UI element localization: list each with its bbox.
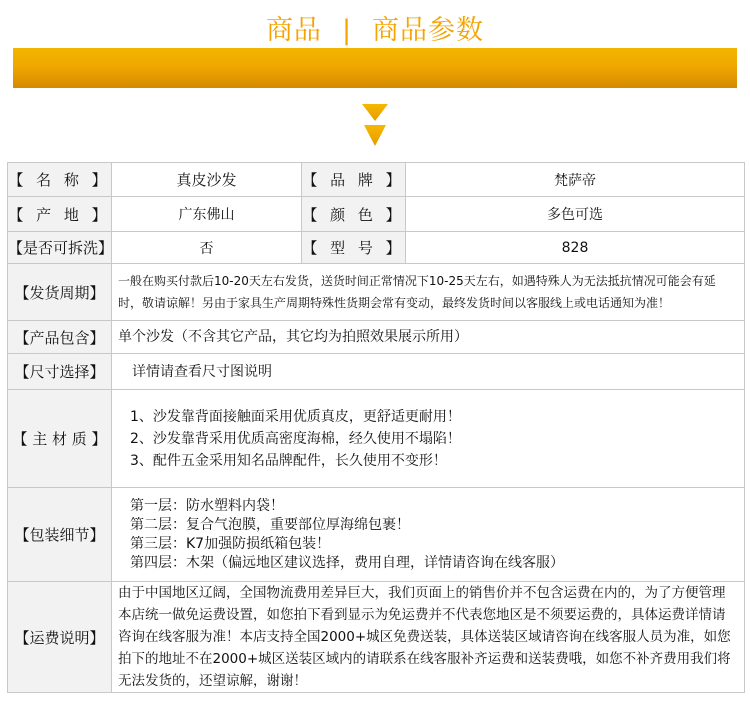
table-row	[8, 488, 745, 582]
table-row	[8, 354, 745, 390]
shipping-label: 【运费说明】	[8, 582, 112, 693]
includes-label: 【产品包含】	[8, 321, 112, 354]
title-left: 商品	[265, 15, 322, 46]
color-value: 多色可选	[406, 197, 745, 232]
list-item: 第三层：K7加强防损纸箱包装！	[130, 535, 331, 552]
includes-text: 单个沙发（不含其它产品，其它均为拍照效果展示所用）	[118, 329, 468, 345]
section-header	[0, 0, 750, 52]
section-title	[0, 8, 750, 47]
list-item: 第二层：复合气泡膜，重要部位厚海绵包裹！	[130, 516, 410, 533]
color-label: 【 颜 色 】	[302, 197, 406, 232]
model-label: 【 型 号 】	[302, 232, 406, 264]
list-item: 3、配件五金采用知名品牌配件，长久使用不变形！	[130, 452, 447, 469]
double-chevron-down-icon	[362, 104, 388, 150]
delivery-text: 一般在购买付款后10-20天左右发货，送货时间正常情况下10-25天左右，如遇特殊人为无法抵抗情况可能会有延时，敬请谅解！另由于家具生产周期特殊性货期会常有变动，最终发货时间以客服线上或电话通知为准！	[118, 274, 716, 310]
material-list	[112, 406, 744, 472]
shipping-text: 由于中国地区辽阔，全国物流费用差异巨大，我们页面上的销售价并不包含运费在内的，为了方便管理本店统一做免运费设置，如您拍下看到显示为免运费并不代表您地区是不须要运费的，具体运费详情请咨询在线客服为准！本店支持全国2000+城区免费送装，具体送装区域请咨询在线客服人员为准，如您拍下的地址不在2000+城区送装区域内的请联系在线客服补齐运费和送装费哦，如您不补齐费用我们将无法发货的，还望谅解，谢谢！	[118, 585, 731, 689]
table-row	[8, 321, 745, 354]
table-row	[8, 163, 745, 197]
gold-banner-bar	[13, 48, 737, 88]
model-value: 828	[406, 232, 745, 264]
table-row	[8, 264, 745, 321]
name-label: 【 名 称 】	[8, 163, 112, 197]
origin-label: 【 产 地 】	[8, 197, 112, 232]
title-separator: |	[341, 15, 353, 46]
delivery-label: 【发货周期】	[8, 264, 112, 321]
brand-label: 【 品 牌 】	[302, 163, 406, 197]
name-value: 真皮沙发	[112, 163, 302, 197]
package-list	[112, 497, 744, 573]
brand-value: 梵萨帝	[406, 163, 745, 197]
table-row	[8, 390, 745, 488]
table-row	[8, 197, 745, 232]
list-item: 1、沙发靠背面接触面采用优质真皮，更舒适更耐用！	[130, 408, 461, 425]
list-item: 第一层：防水塑料内袋！	[130, 497, 284, 514]
title-right: 商品参数	[372, 15, 485, 46]
size-text: 详情请查看尺寸图说明	[132, 363, 272, 380]
table-row	[8, 232, 745, 264]
washable-label: 【是否可拆洗】	[8, 232, 112, 264]
product-params-table	[7, 162, 745, 693]
washable-value: 否	[112, 232, 302, 264]
origin-value: 广东佛山	[112, 197, 302, 232]
material-label: 【 主 材 质 】	[8, 390, 112, 488]
list-item: 第四层：木架（偏远地区建议选择，费用自理，详情请咨询在线客服）	[130, 554, 564, 571]
list-item: 2、沙发靠背采用优质高密度海棉，经久使用不塌陷！	[130, 430, 461, 447]
size-label: 【尺寸选择】	[8, 354, 112, 390]
table-row	[8, 582, 745, 693]
package-label: 【包装细节】	[8, 488, 112, 582]
